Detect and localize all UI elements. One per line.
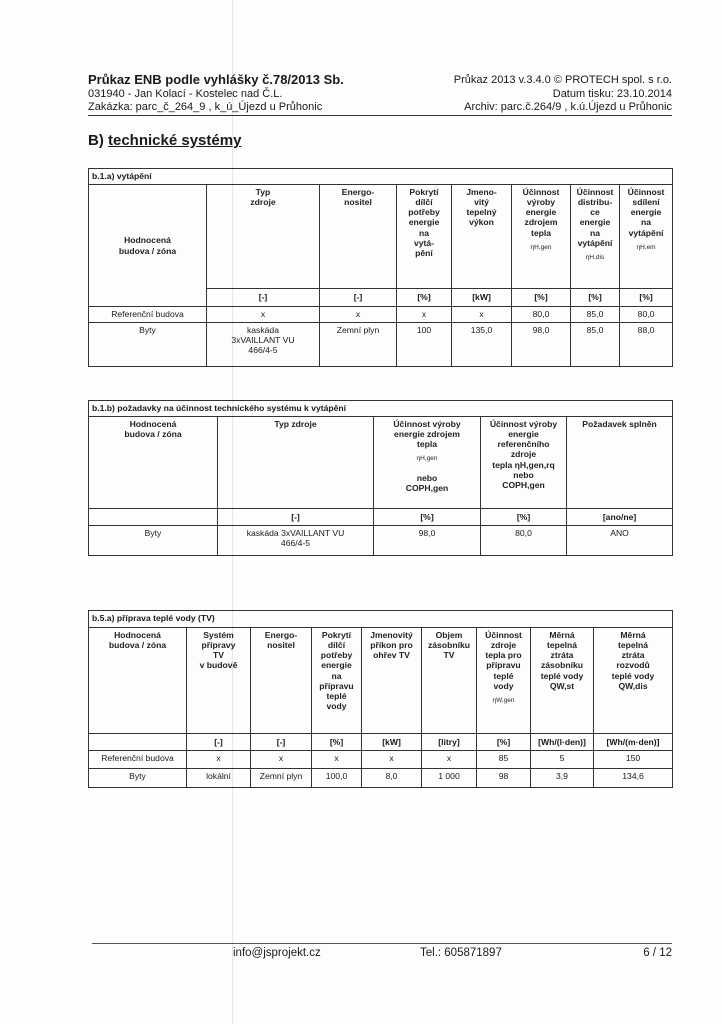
column-header	[571, 185, 620, 289]
column-header-text: Hodnocená budova / zóna	[118, 235, 177, 256]
column-header	[362, 628, 422, 734]
table-row	[89, 751, 673, 769]
unit-cell: [ano/ne]	[567, 509, 673, 526]
column-header	[452, 185, 512, 289]
table-title	[89, 401, 673, 417]
archive: Archiv: parc.č.264/9 , k.ú.Újezd u Průhonic	[464, 101, 672, 113]
table-cell: Referenční budova	[89, 307, 207, 323]
table-cell: x	[207, 307, 320, 323]
column-header	[567, 417, 673, 509]
column-header-text: Systém přípravy TV v budově	[199, 630, 238, 671]
table-cell: 5	[531, 751, 594, 769]
table-cell: 100,0	[312, 769, 362, 788]
column-header	[397, 185, 452, 289]
table-cell: 88,0	[620, 323, 673, 367]
table-title-text: b.1.a) vytápění	[92, 171, 152, 181]
unit-cell: [-]	[218, 509, 374, 526]
column-header	[312, 628, 362, 734]
unit-cell	[89, 509, 218, 526]
table-cell: 80,0	[620, 307, 673, 323]
unit-cell: [-]	[320, 289, 397, 307]
table-heating	[88, 168, 673, 367]
column-header-text: Účinnost výroby energie referenčního zdroje tepla ηH,gen,rq	[489, 419, 558, 470]
footer-page-number: 6 / 12	[643, 947, 672, 959]
document-title: Průkaz ENB podle vyhlášky č.78/2013 Sb.	[88, 72, 344, 87]
author: 031940 - Jan Kolací - Kostelec nad Č.L.	[88, 88, 283, 100]
table-cell: kaskáda 3xVAILLANT VU 466/4-5	[218, 526, 374, 556]
column-header-note: nebo COPH,gen	[502, 469, 545, 490]
footer-email: info@jsprojekt.cz	[233, 947, 321, 959]
column-header	[481, 417, 567, 509]
column-header-text: Účinnost výroby energie zdrojem tepla	[393, 419, 461, 450]
unit-cell: [%]	[477, 734, 531, 751]
column-header-text: Jmeno- vitý tepelný výkon	[466, 187, 497, 228]
unit-cell: [-]	[207, 289, 320, 307]
column-header-text: Pokrytí dílčí potřeby energie na přípravu teplé vody	[319, 630, 354, 711]
column-header	[594, 628, 673, 734]
column-header-text: Účinnost zdroje tepla pro přípravu teplé vody	[485, 630, 522, 691]
column-header	[477, 628, 531, 734]
table-cell: x	[187, 751, 251, 769]
column-header	[187, 628, 251, 734]
table-cell: 98,0	[374, 526, 481, 556]
symbol: ηH,em	[636, 243, 656, 251]
table-cell: 98	[477, 769, 531, 788]
table-cell: 8,0	[362, 769, 422, 788]
table-cell: 134,6	[594, 769, 673, 788]
unit-cell: [%]	[512, 289, 571, 307]
table-cell: x	[312, 751, 362, 769]
column-header-text: Požadavek splněn	[582, 419, 657, 429]
table-cell: x	[362, 751, 422, 769]
table-title	[89, 169, 673, 185]
header-rule	[88, 115, 672, 116]
column-header	[207, 185, 320, 289]
table-title-text: b.5.a) příprava teplé vody (TV)	[92, 613, 215, 623]
column-header-text: Typ zdroje	[250, 187, 276, 208]
table-cell: 150	[594, 751, 673, 769]
column-header-note: nebo COPH,gen	[405, 473, 449, 494]
symbol: ηH,gen	[530, 243, 552, 251]
unit-cell: [%]	[481, 509, 567, 526]
unit-cell: [kW]	[452, 289, 512, 307]
column-header	[89, 185, 207, 307]
column-header	[620, 185, 673, 289]
column-header-text: Hodnocená budova / zóna	[124, 419, 182, 440]
unit-cell: [%]	[312, 734, 362, 751]
table-row	[89, 769, 673, 788]
table-cell: 135,0	[452, 323, 512, 367]
footer-phone: Tel.: 605871897	[420, 947, 502, 959]
unit-cell	[89, 734, 187, 751]
unit-cell: [Wh/(l·den)]	[531, 734, 594, 751]
table-hot-water	[88, 610, 673, 788]
table-cell: 1 000	[422, 769, 477, 788]
table-cell: 100	[397, 323, 452, 367]
column-header-text: Jmenovitý příkon pro ohřev TV	[370, 630, 413, 661]
column-header	[89, 417, 218, 509]
table-cell: ANO	[567, 526, 673, 556]
table-cell: 85,0	[571, 307, 620, 323]
table-cell: Byty	[89, 769, 187, 788]
table-cell: Byty	[89, 526, 218, 556]
column-header-text: Energo- nositel	[264, 630, 298, 651]
table-cell: lokální	[187, 769, 251, 788]
unit-cell: [-]	[251, 734, 312, 751]
section-heading: B) technické systémy	[88, 132, 242, 149]
print-date: Datum tisku: 23.10.2014	[552, 88, 672, 100]
table-cell: Byty	[89, 323, 207, 367]
table-heating-requirements	[88, 400, 673, 556]
table-row	[89, 307, 673, 323]
column-header	[251, 628, 312, 734]
column-header-text: Energo- nositel	[341, 187, 375, 208]
table-title-text: b.1.b) požadavky na účinnost technického systému k vytápění	[92, 403, 347, 413]
table-cell: 85,0	[571, 323, 620, 367]
column-header-text: Účinnost distribu- ce energie na vytápění	[576, 187, 614, 248]
column-header	[512, 185, 571, 289]
table-cell: x	[422, 751, 477, 769]
unit-cell: [%]	[571, 289, 620, 307]
column-header-text: Hodnocená budova / zóna	[108, 630, 167, 651]
table-cell: x	[397, 307, 452, 323]
symbol: ηW,gen	[492, 696, 515, 704]
symbol: ηH,gen	[416, 455, 438, 463]
table-cell: 80,0	[512, 307, 571, 323]
table-cell: x	[320, 307, 397, 323]
table-cell: x	[251, 751, 312, 769]
table-cell: 80,0	[481, 526, 567, 556]
table-cell: x	[452, 307, 512, 323]
column-header	[374, 417, 481, 509]
column-header-text: Účinnost výroby energie zdrojem tepla	[522, 187, 560, 238]
unit-cell: [%]	[374, 509, 481, 526]
unit-cell: [kW]	[362, 734, 422, 751]
column-header	[422, 628, 477, 734]
table-title	[89, 611, 673, 628]
table-row	[89, 526, 673, 556]
symbol: ηH,dis	[585, 253, 605, 261]
table-cell: 85	[477, 751, 531, 769]
column-header	[218, 417, 374, 509]
unit-cell: [Wh/(m·den)]	[594, 734, 673, 751]
column-header-text: Pokrytí dílčí potřeby energie na vytá- pění	[408, 187, 440, 258]
order: Zakázka: parc_č_264_9 , k_ú_Újezd u Průhonic	[88, 101, 323, 113]
column-header	[320, 185, 397, 289]
column-header-text: Měrná tepelná ztráta rozvodů teplé vody QW,dis	[611, 630, 655, 691]
table-cell: 98,0	[512, 323, 571, 367]
column-header-text: Objem zásobníku TV	[427, 630, 471, 661]
table-cell: kaskáda 3xVAILLANT VU 466/4-5	[207, 323, 320, 367]
column-header	[531, 628, 594, 734]
column-header-text: Měrná tepelná ztráta zásobníku teplé vody QW,st	[540, 630, 584, 691]
unit-cell: [%]	[397, 289, 452, 307]
table-row	[89, 323, 673, 367]
unit-cell: [%]	[620, 289, 673, 307]
unit-cell: [litry]	[422, 734, 477, 751]
table-cell: Zemní plyn	[320, 323, 397, 367]
column-header	[89, 628, 187, 734]
column-header-text: Účinnost sdílení energie na vytápění	[627, 187, 665, 238]
table-cell: 3,9	[531, 769, 594, 788]
table-cell: Zemní plyn	[251, 769, 312, 788]
unit-cell: [-]	[187, 734, 251, 751]
software: Průkaz 2013 v.3.4.0 © PROTECH spol. s r.o.	[453, 74, 672, 86]
footer-rule	[92, 943, 672, 944]
table-cell: Referenční budova	[89, 751, 187, 769]
column-header-text: Typ zdroje	[274, 419, 317, 429]
